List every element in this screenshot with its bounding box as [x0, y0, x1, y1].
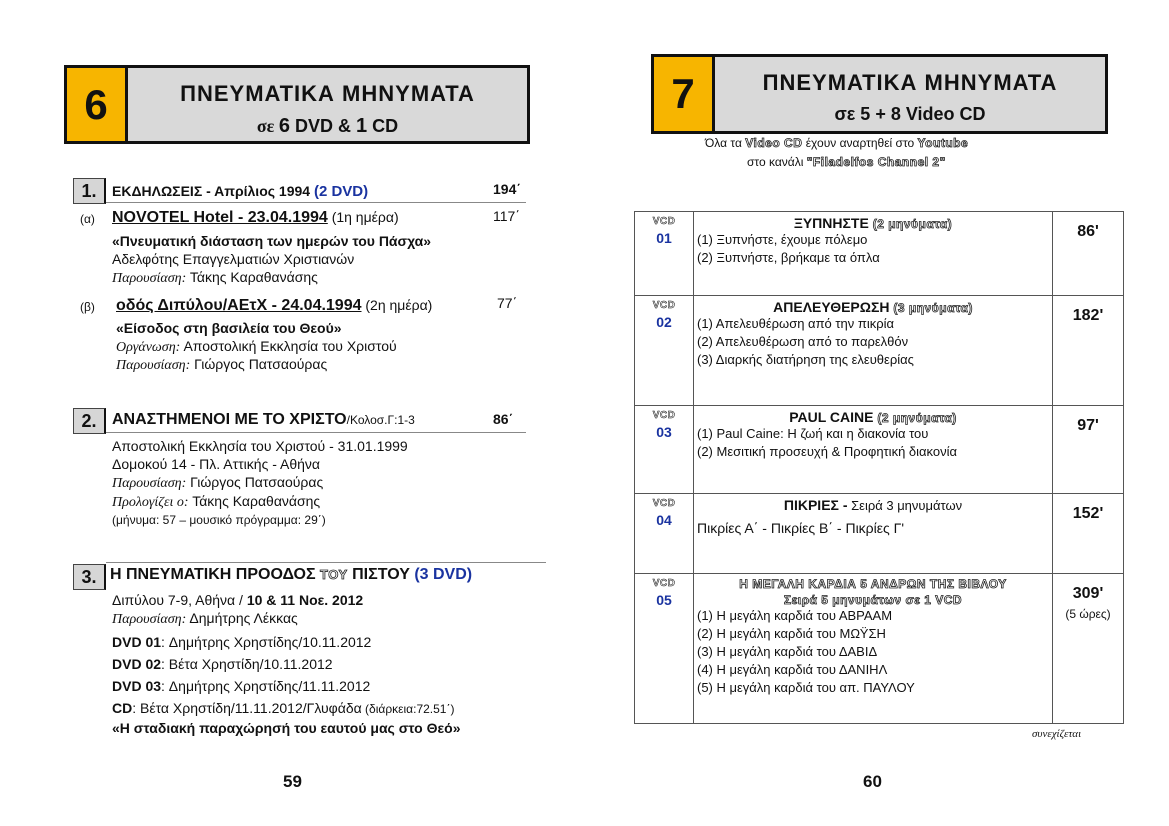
item-2-title: ΑΝΑΣΤΗΜΕΝΟΙ ΜΕ ΤΟ ΧΡΙΣΤΟ/Κολοσ.Γ:1-3 [112, 411, 415, 428]
item-3-dvd2: DVD 02: Βέτα Χρηστίδη/10.11.2012 [112, 656, 333, 672]
section-number: 6 [67, 68, 128, 141]
list-item: (2) Ξυπνήστε, βρήκαμε τα όπλα [697, 250, 880, 265]
list-item: (1) Η μεγάλη καρδιά του ΑΒΡΑΑΜ [697, 608, 893, 623]
vcd-minutes-note: (5 ώρες) [1065, 607, 1111, 621]
item-2-line2: Δομοκού 14 - Πλ. Αττικής - Αθήνα [112, 456, 320, 472]
table-row [635, 212, 1124, 296]
vcd-label: VCD [652, 216, 676, 227]
section-6-header [64, 65, 530, 144]
vcd-label: VCD [652, 578, 676, 589]
vcd-minutes: 152' [1072, 505, 1104, 522]
item-1-title: ΕΚΔΗΛΩΣΕΙΣ - Απρίλιος 1994 (2 DVD) [112, 183, 369, 200]
section-7-header [651, 54, 1108, 134]
vcd-label: VCD [652, 300, 676, 311]
item-1b-label: (β) [80, 300, 95, 314]
item-1-rule [106, 202, 526, 203]
item-2-line3: Παρουσίαση: Γιώργος Πατσαούρας [112, 474, 324, 491]
table-row [635, 574, 1124, 724]
vcd-number: 03 [656, 424, 672, 440]
list-item: (1) Paul Caine: Η ζωή και η διακονία του [697, 426, 929, 441]
section-subtitle: σε 5 + 8 Video CD [834, 104, 986, 124]
vcd-title: Η ΜΕΓΑΛΗ ΚΑΡΔΙΑ 5 ΑΝΔΡΩΝ ΤΗΣ ΒΙΒΛΟΥ [739, 577, 1007, 591]
item-3-quote: «Η σταδιακή παραχώρησή του εαυτού μας στο Θεό» [112, 720, 461, 736]
vcd-minutes: 97' [1077, 417, 1099, 434]
item-3-line1: Διπύλου 7-9, Αθήνα / 10 & 11 Νοε. 2012 [112, 592, 364, 608]
list-item: (3) Διαρκής διατήρηση της ελευθερίας [697, 352, 914, 367]
list-item: (4) Η μεγάλη καρδιά του ΔΑΝΙΗΛ [697, 662, 888, 677]
item-2-line4: Προλογίζει ο: Τάκης Καραθανάσης [112, 493, 321, 510]
item-1b-line2: Οργάνωση: Αποστολική Εκκλησία του Χριστού [116, 338, 397, 355]
vcd-minutes: 182' [1072, 307, 1104, 324]
youtube-note-line2: στο κανάλι "Filadelfos Channel 2" [747, 155, 946, 169]
vcd-label: VCD [652, 498, 676, 509]
list-item: (2) Μεσιτική προσευχή & Προφητική διακονία [697, 444, 958, 459]
vcd-subtitle: Σειρά 5 μηνυμάτων σε 1 VCD [783, 593, 963, 607]
vcd-number: 05 [656, 592, 672, 608]
item-3-dvd1: DVD 01: Δημήτρης Χρηστίδης/10.11.2012 [112, 634, 372, 650]
vcd-title: ΑΠΕΛΕΥΘΕΡΩΣΗ (3 μηνύματα) [773, 299, 973, 315]
item-3-line2: Παρουσίαση: Δημήτρης Λέκκας [112, 610, 298, 627]
item-1-duration: 194΄ [493, 181, 522, 197]
item-number-3: 3. [73, 564, 106, 590]
vcd-minutes: 309' [1072, 585, 1104, 602]
vcd-title: ΞΥΠΝΗΣΤΕ (2 μηνύματα) [793, 215, 953, 231]
section-title: ΠΝΕΥΜΑΤΙΚΑ ΜΗΝΥΜΑΤΑ [762, 70, 1058, 95]
item-2-line5: (μήνυμα: 57 – μουσικό πρόγραμμα: 29΄) [112, 513, 326, 527]
item-1b-line1: «Είσοδος στη βασιλεία του Θεού» [116, 320, 342, 336]
item-1a-venue: NOVOTEL Hotel - 23.04.1994 (1η ημέρα) [112, 209, 399, 226]
table-row [635, 406, 1124, 494]
vcd-label: VCD [652, 410, 676, 421]
list-item: (2) Απελευθέρωση από το παρελθόν [697, 334, 909, 349]
page-number-left: 59 [283, 772, 302, 791]
list-item: (5) Η μεγάλη καρδιά του απ. ΠΑΥΛΟΥ [697, 680, 915, 695]
youtube-note-line1: Όλα τα Video CD έχουν αναρτηθεί στο Youtube [705, 136, 969, 150]
section-subtitle: σε 6 DVD & 1 CD [256, 115, 399, 137]
item-2-rule [106, 432, 526, 433]
vcd-number: 02 [656, 314, 672, 330]
item-2-duration: 86΄ [493, 411, 514, 427]
item-1a-line1: «Πνευματική διάσταση των ημερών του Πάσχα» [112, 233, 432, 249]
vcd-number: 04 [656, 512, 672, 528]
item-number-1: 1. [73, 178, 106, 204]
list-item: (1) Ξυπνήστε, έχουμε πόλεμο [697, 232, 868, 247]
vcd-title: PAUL CAINE (2 μηνύματα) [789, 409, 957, 425]
item-3-dvd3: DVD 03: Δημήτρης Χρηστίδης/11.11.2012 [112, 678, 371, 694]
vcd-table [634, 211, 1124, 724]
list-item: (2) Η μεγάλη καρδιά του ΜΩΫΣΗ [697, 626, 886, 641]
section-title: ΠΝΕΥΜΑΤΙΚΑ ΜΗΝΥΜΑΤΑ [180, 81, 475, 106]
table-row [635, 296, 1124, 406]
item-1b-venue: οδός Διπύλου/ΑΕτΧ - 24.04.1994 (2η ημέρα) [116, 297, 433, 314]
item-2-line1: Αποστολική Εκκλησία του Χριστού - 31.01.1999 [112, 438, 408, 454]
item-3-title: Η ΠΝΕΥΜΑΤΙΚΗ ΠΡΟΟΔΟΣ ΤΟΥ ΠΙΣΤΟΥ (3 DVD) [110, 566, 473, 583]
item-1b-line3: Παρουσίαση: Γιώργος Πατσαούρας [116, 356, 328, 373]
vcd-title: ΠΙΚΡΙΕΣ - Σειρά 3 μηνυμάτων [783, 497, 963, 513]
list-item: (3) Η μεγάλη καρδιά του ΔΑΒΙΔ [697, 644, 878, 659]
item-3-cd: CD: Βέτα Χρηστίδη/11.11.2012/Γλυφάδα (διάρκεια:72.51΄) [112, 700, 455, 716]
item-1a-label: (α) [80, 212, 95, 226]
item-1a-duration: 117΄ [493, 208, 520, 224]
item-1a-line3: Παρουσίαση: Τάκης Καραθανάσης [112, 269, 318, 286]
section-number: 7 [654, 57, 715, 131]
vcd-minutes: 86' [1077, 223, 1099, 240]
list-item: (1) Απελευθέρωση από την πικρία [697, 316, 895, 331]
vcd-number: 01 [656, 230, 672, 246]
table-row [635, 494, 1124, 574]
list-item: Πικρίες Α΄ - Πικρίες Β΄ - Πικρίες Γ' [697, 520, 905, 536]
item-1b-duration: 77΄ [497, 295, 518, 311]
item-number-2: 2. [73, 408, 106, 434]
page-number-right: 60 [863, 772, 882, 791]
item-3-rule [106, 562, 546, 563]
item-1a-line2: Αδελφότης Επαγγελματιών Χριστιανών [112, 251, 355, 267]
continued-note: συνεχίζεται [1032, 728, 1082, 740]
